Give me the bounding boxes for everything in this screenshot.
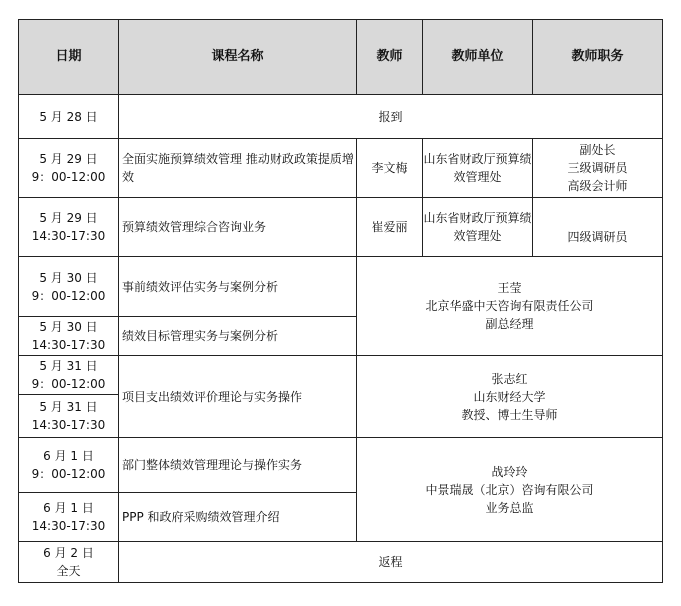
date-cell	[19, 395, 119, 438]
registration-cell: 报到	[119, 95, 663, 139]
time-text: 9：00-12:00	[31, 170, 106, 184]
date-cell	[19, 198, 119, 257]
teacher-title: 教授、博士生导师	[461, 407, 558, 422]
teacher-name: 张志红	[491, 371, 528, 386]
course-cell: 绩效目标管理实务与案例分析	[119, 317, 357, 356]
header-title: 教师职务	[533, 20, 663, 95]
schedule-table	[18, 19, 663, 583]
title-line: 高级会计师	[567, 179, 628, 193]
date-cell	[19, 438, 119, 493]
course-cell: 事前绩效评估实务与案例分析	[119, 257, 357, 317]
teacher-name: 王莹	[497, 281, 522, 295]
table-row	[19, 438, 663, 493]
header-row	[19, 20, 663, 95]
header-unit: 教师单位	[423, 20, 533, 95]
header-date: 日期	[19, 20, 119, 95]
teacher-unit: 山东财经大学	[473, 389, 546, 404]
date-cell	[19, 257, 119, 317]
date-cell	[19, 95, 119, 139]
return-cell: 返程	[119, 542, 663, 583]
title-line: 副处长	[579, 143, 616, 157]
date-cell	[19, 356, 119, 395]
table-row	[19, 139, 663, 198]
time-text: 14:30-17:30	[31, 418, 106, 432]
time-text: 14:30-17:30	[31, 519, 106, 533]
date-text: 5 月 31 日	[39, 400, 98, 414]
date-cell	[19, 139, 119, 198]
teacher-group-cell	[357, 257, 663, 356]
course-cell: 项目支出绩效评价理论与实务操作	[119, 356, 357, 438]
header-teacher: 教师	[357, 20, 423, 95]
date-text: 5 月 28 日	[39, 109, 98, 124]
course-cell: 预算绩效管理综合咨询业务	[119, 198, 357, 257]
teacher-cell: 崔爱丽	[357, 198, 423, 257]
teacher-title: 业务总监	[485, 500, 534, 515]
date-text: 5 月 30 日	[39, 270, 98, 285]
date-cell	[19, 542, 119, 583]
teacher-unit: 北京华盛中天咨询有限责任公司	[425, 299, 594, 313]
title-cell: 四级调研员	[533, 198, 663, 257]
title-line: 三级调研员	[567, 161, 628, 175]
date-text: 5 月 29 日	[39, 211, 98, 225]
time-text: 9：00-12:00	[31, 288, 106, 303]
date-cell	[19, 493, 119, 542]
time-text: 14:30-17:30	[31, 229, 106, 243]
teacher-unit: 中景瑞晟（北京）咨询有限公司	[425, 482, 594, 497]
date-text: 5 月 31 日	[39, 359, 98, 373]
course-cell: 部门整体绩效管理理论与操作实务	[119, 438, 357, 493]
table-row	[19, 542, 663, 583]
time-text: 9：00-12:00	[31, 377, 106, 391]
date-text: 6 月 1 日	[43, 501, 94, 515]
title-cell	[533, 139, 663, 198]
date-cell	[19, 317, 119, 356]
table-row	[19, 95, 663, 139]
teacher-group-cell	[357, 356, 663, 438]
teacher-name: 战玲玲	[491, 464, 528, 479]
date-text: 6 月 1 日	[43, 449, 94, 463]
time-text: 14:30-17:30	[31, 338, 106, 352]
header-course: 课程名称	[119, 20, 357, 95]
date-text: 6 月 2 日	[43, 546, 94, 560]
unit-cell: 山东省财政厅预算绩效管理处	[423, 198, 533, 257]
table-row	[19, 198, 663, 257]
date-text: 5 月 30 日	[39, 320, 98, 334]
unit-cell: 山东省财政厅预算绩效管理处	[423, 139, 533, 198]
teacher-group-cell	[357, 438, 663, 542]
course-cell: PPP 和政府采购绩效管理介绍	[119, 493, 357, 542]
date-text: 5 月 29 日	[39, 152, 98, 166]
teacher-cell: 李文梅	[357, 139, 423, 198]
course-cell: 全面实施预算绩效管理 推动财政政策提质增效	[119, 139, 357, 198]
teacher-title: 副总经理	[485, 317, 534, 331]
time-text: 全天	[56, 564, 81, 578]
table-row	[19, 257, 663, 317]
table-row	[19, 356, 663, 395]
time-text: 9：00-12:00	[31, 467, 106, 481]
